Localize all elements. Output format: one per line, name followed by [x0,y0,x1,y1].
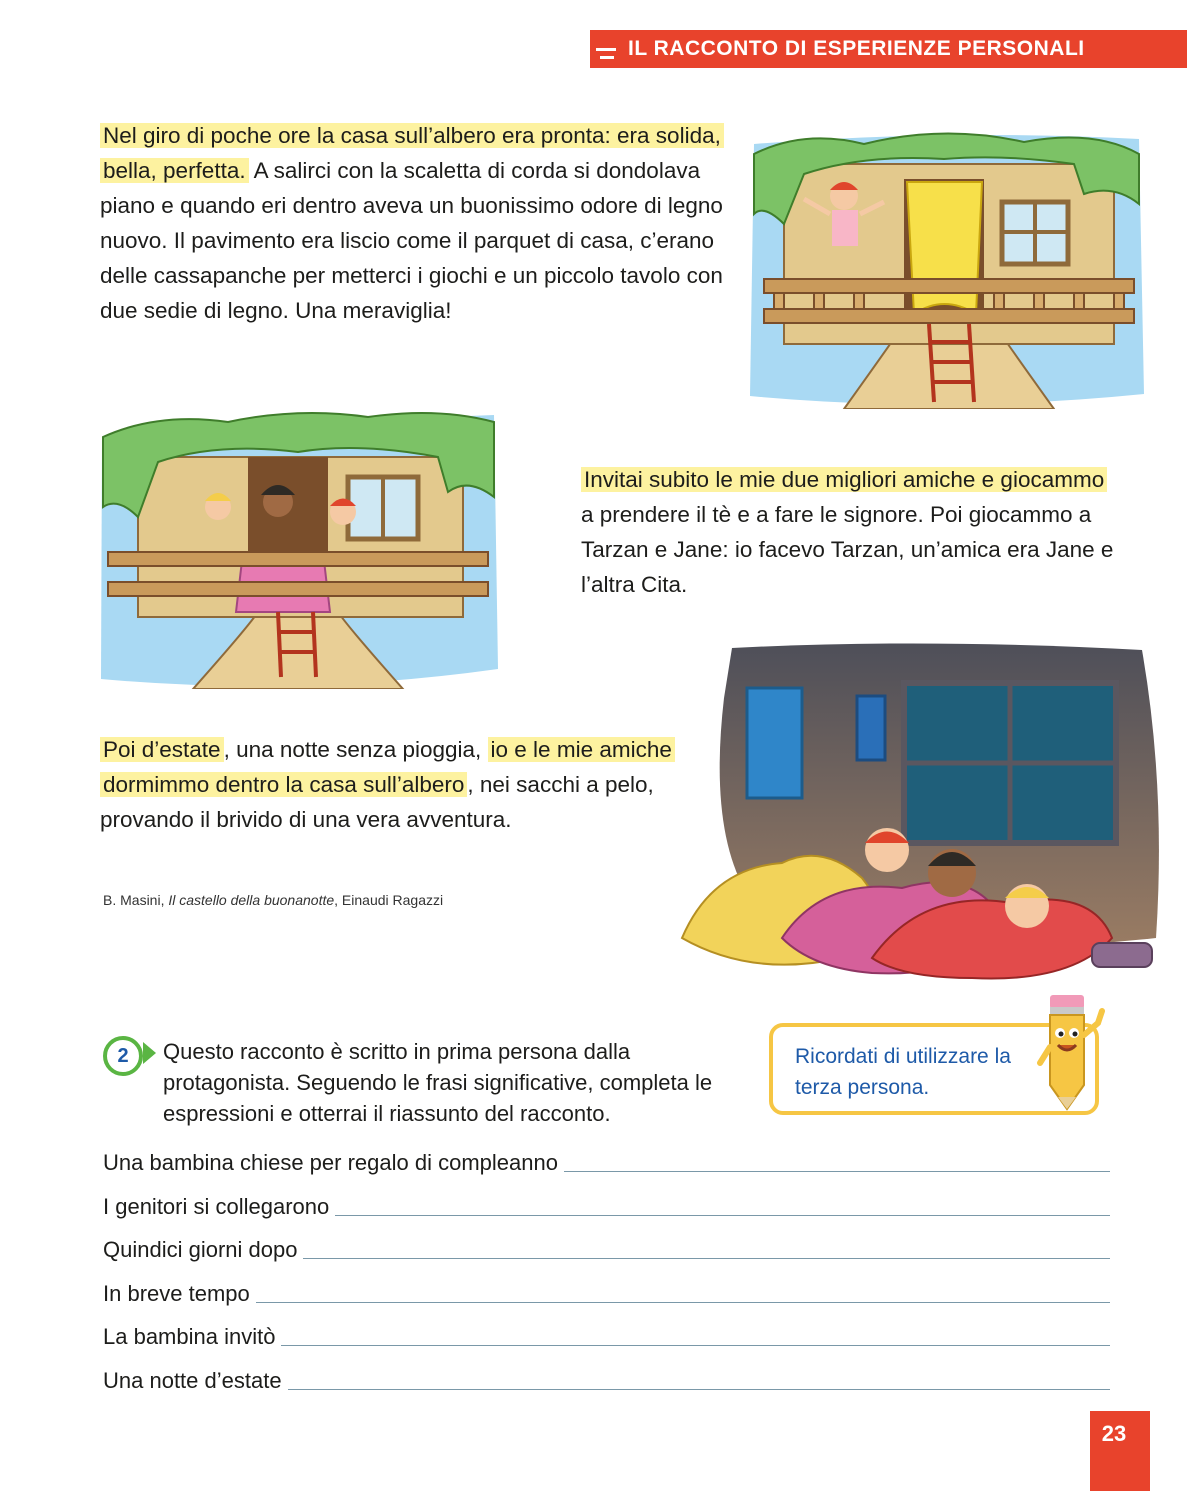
tea-party-illustration [98,407,500,689]
sleepover-illustration [672,638,1166,990]
fill-in-line[interactable] [103,1190,1110,1220]
tip-text: Ricordati di utilizzare la terza persona. [795,1045,1011,1099]
fill-in-line[interactable] [103,1233,1110,1263]
answer-line[interactable] [564,1171,1110,1172]
answer-line[interactable] [256,1302,1110,1303]
pencil-mascot-icon [1036,985,1116,1113]
highlight: Poi d’estate [100,737,224,762]
page-number: 23 [1101,1421,1127,1446]
exercise-number-badge: 2 [103,1036,143,1076]
page-number-tab [1090,1411,1150,1491]
highlight: io e le mie amiche dormimmo dentro la casa sull’albero [100,737,675,797]
fill-in-prompt: Una bambina chiese per regalo di compleanno [103,1150,558,1175]
answer-line[interactable] [288,1389,1110,1390]
highlight: Invitai subito le mie due migliori amiche e giocammo [581,467,1107,492]
exercise-instruction: Questo racconto è scritto in prima persona dalla protagonista. Seguendo le frasi significative, completa le espressioni e otterrai il riassunto del racconto. [163,1039,713,1126]
source-citation [103,892,443,908]
header-stripe [600,56,614,59]
story-paragraph-3 [100,732,680,837]
fill-in-line[interactable] [103,1146,1110,1176]
text: a prendere il tè e a fare le signore. Poi giocammo a Tarzan e Jane: io facevo Tarzan, un’amica era Jane e l’altra Cita. [581,502,1114,597]
fill-in-line[interactable] [103,1277,1110,1307]
header-stripe [596,48,616,51]
story-paragraph-1 [100,118,725,328]
fill-in-prompt: In breve tempo [103,1281,250,1306]
text: , nei sacchi a pelo, provando il brivido di una vera avventura. [100,772,654,832]
fill-in-prompt: La bambina invitò [103,1324,276,1349]
text: , una notte senza pioggia, [223,737,488,762]
treehouse-illustration [744,124,1148,409]
answer-line[interactable] [335,1215,1110,1216]
text: A salirci con la scaletta di corda si dondolava piano e quando eri dentro aveva un buonissimo odore di legno nuovo. Il pavimento era liscio come il parquet di casa, c’erano delle cassapanche per metterci i giochi e un piccolo tavolo con due sedie di legno. Una meraviglia! [100,158,723,323]
fill-in-line[interactable] [103,1364,1110,1394]
fill-in-prompt: Una notte d’estate [103,1368,282,1393]
source-author: B. Masini, [103,892,169,908]
fill-in-prompt: I genitori si collegarono [103,1194,330,1219]
section-title: IL RACCONTO DI ESPERIENZE PERSONALI [628,37,1085,60]
highlight: Nel giro di poche ore la casa sull’albero era pronta: era solida, bella, perfetta. [100,123,724,183]
source-title: Il castello della buonanotte [168,892,335,908]
fill-in-line[interactable] [103,1320,1110,1350]
exercise-arrow-icon [143,1042,156,1064]
section-header [590,30,1187,68]
story-paragraph-2 [581,462,1121,602]
source-publisher: , Einaudi Ragazzi [334,892,444,908]
answer-line[interactable] [281,1345,1110,1346]
fill-in-prompt: Quindici giorni dopo [103,1237,298,1262]
answer-line[interactable] [303,1258,1110,1259]
